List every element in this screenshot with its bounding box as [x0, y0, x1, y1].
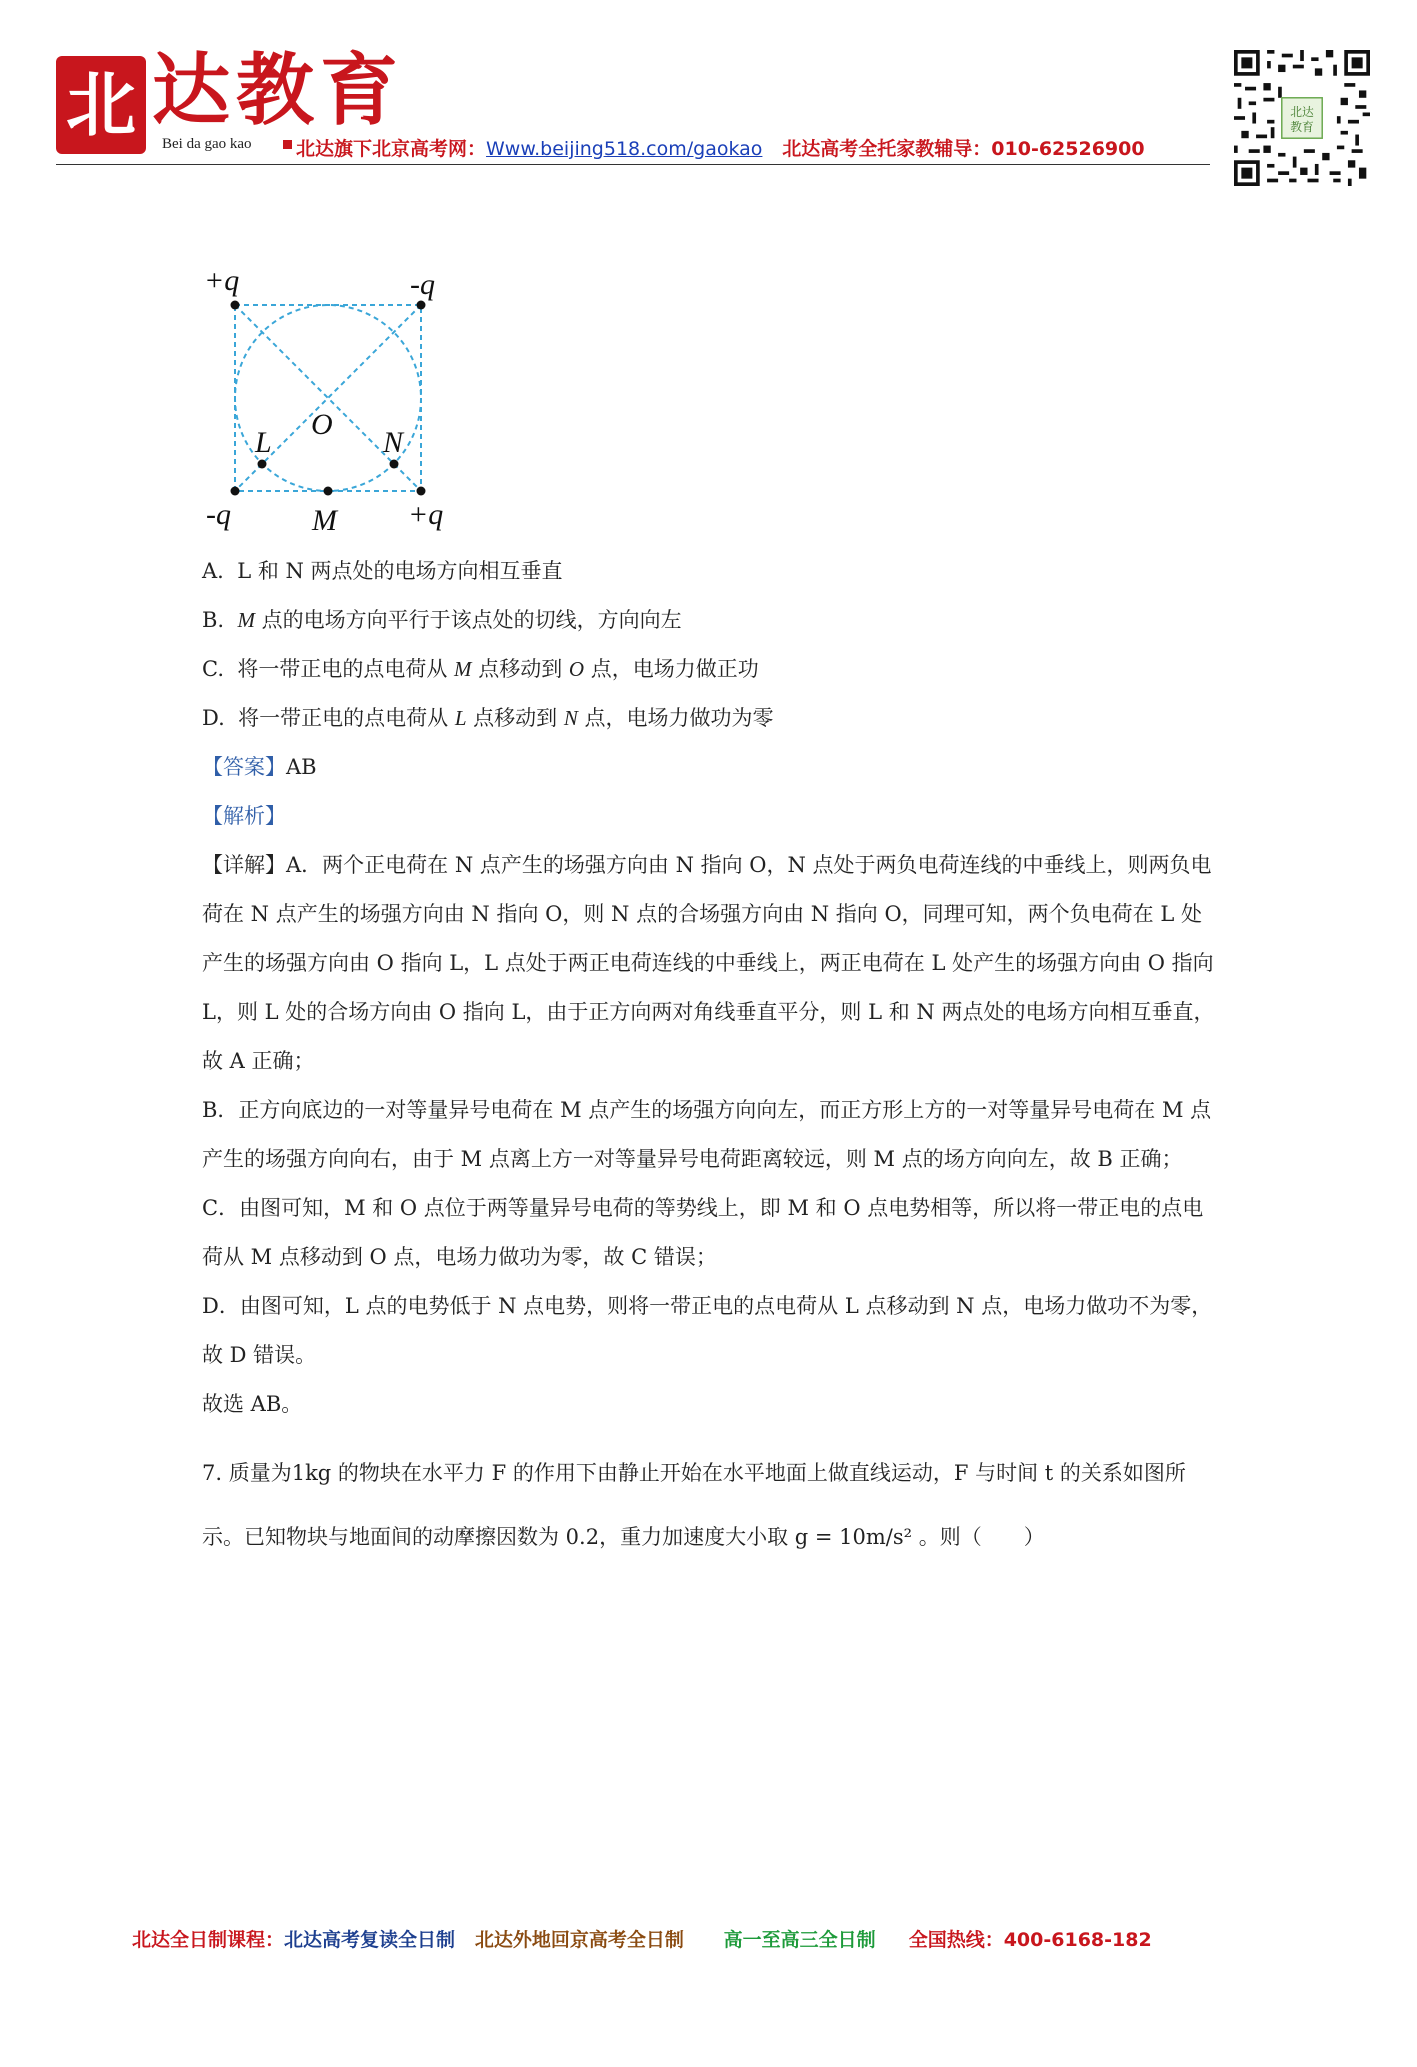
detail-d: D．由图可知，L 点的电势低于 N 点电势，则将一带正电的点电荷从 L 点移动到 N 点，电场力做功不为零，故 D 错误。	[202, 1294, 1213, 1367]
charge-top-right	[417, 301, 426, 310]
logo-emblem	[56, 56, 146, 154]
q7-line1: 7. 质量为1kg 的物块在水平力 F 的作用下由静止开始在水平地面上做直线运动，F 与时间 t 的关系如图所	[202, 1461, 1186, 1485]
detail-c: C．由图可知，M 和 O 点位于两等量异号电荷的等势线上，即 M 和 O 点电势相等，所以将一带正电的点电荷从 M 点移动到 O 点，电场力做功为零，故 C 错误；	[202, 1196, 1204, 1269]
analysis-heading: 【解析】	[202, 804, 286, 828]
q7-line2: 示。已知物块与地面间的动摩擦因数为 0.2，重力加速度大小取 g = 10m/s² 。则（ ）	[202, 1525, 1045, 1549]
option-c: C. 将一带正电的点电荷从 M 点移动到 O 点，电场力做正功	[202, 657, 759, 681]
detail-a: 【详解】A．两个正电荷在 N 点产生的场强方向由 N 指向 O，N 点处于两负电荷连线的中垂线上，则两负电荷在 N 点产生的场强方向由 N 指向 O，则 N 点的合场强方向由 N 指向 O，同理可知，两个负电荷在 L 处产生的场强方向由 O 指向 L，L 点处于两正电荷连线的中垂线上，两正电荷在 L 处产生的场强方向由 O 指向 L，则 L 处的合场方向由 O 指向 L，由于正方向两对角线垂直平分，则 L 和 N 两点处的电场方向相互垂直，故 A 正确；	[202, 853, 1215, 1073]
point-L	[258, 460, 267, 469]
qr-center-top: 北达	[1290, 105, 1314, 120]
footer-courses-label: 北达全日制课程：	[132, 1929, 285, 1951]
option-b: B. M 点的电场方向平行于该点处的切线，方向向左	[202, 608, 682, 632]
site-label: 北达旗下北京高考网：	[296, 138, 487, 160]
label-N: N	[383, 426, 404, 459]
question-7	[202, 1441, 1222, 1569]
footer-hotline: 全国热线：400-6168-182	[908, 1929, 1152, 1951]
answer-line	[202, 753, 317, 781]
charge-square-diagram	[200, 262, 460, 532]
label-L: L	[255, 426, 272, 459]
option-a: A. L 和 N 两点处的电场方向相互垂直	[202, 559, 563, 583]
conclusion: 故选 AB。	[202, 1392, 303, 1416]
qr-code-icon	[1234, 50, 1370, 186]
charge-bottom-left	[231, 487, 240, 496]
charge-bottom-right	[417, 487, 426, 496]
qr-center-bottom: 教育	[1290, 119, 1314, 134]
label-M: M	[312, 504, 337, 532]
point-N	[390, 460, 399, 469]
site-url-link[interactable]: Www.beijing518.com/gaokao	[486, 138, 763, 160]
point-M	[324, 487, 333, 496]
label-bottom-left: -q	[206, 498, 231, 531]
explanation-block	[202, 841, 1222, 1429]
tutor-label: 北达高考全托家教辅导：010-62526900	[782, 138, 1145, 160]
header-info	[296, 134, 1145, 161]
footer	[132, 1925, 1152, 1952]
header-divider	[56, 164, 1210, 165]
charge-top-left	[231, 301, 240, 310]
logo-char: 北	[66, 63, 136, 146]
detail-tag: 【详解】	[202, 853, 286, 877]
footer-course-1: 北达高考复读全日制	[284, 1929, 456, 1951]
label-top-left: +q	[204, 264, 240, 297]
logo-title: 达教育	[152, 45, 405, 136]
label-bottom-right: +q	[408, 498, 444, 531]
logo-bullet	[283, 140, 292, 149]
logo-pinyin: Bei da gao kao	[162, 136, 252, 152]
label-O: O	[311, 408, 333, 441]
label-top-right: -q	[410, 268, 435, 301]
detail-b: B．正方向底边的一对等量异号电荷在 M 点产生的场强方向向左，而正方形上方的一对等量异号电荷在 M 点产生的场强方向向右，由于 M 点离上方一对等量异号电荷距离较远，则 M 点的场方向向左，故 B 正确；	[202, 1098, 1212, 1171]
answer-value: AB	[286, 755, 317, 779]
answer-tag: 【答案】	[202, 755, 286, 779]
option-d: D. 将一带正电的点电荷从 L 点移动到 N 点，电场力做功为零	[202, 706, 774, 730]
footer-course-2: 北达外地回京高考全日制	[474, 1929, 684, 1951]
footer-course-3: 高一至高三全日制	[723, 1929, 876, 1951]
